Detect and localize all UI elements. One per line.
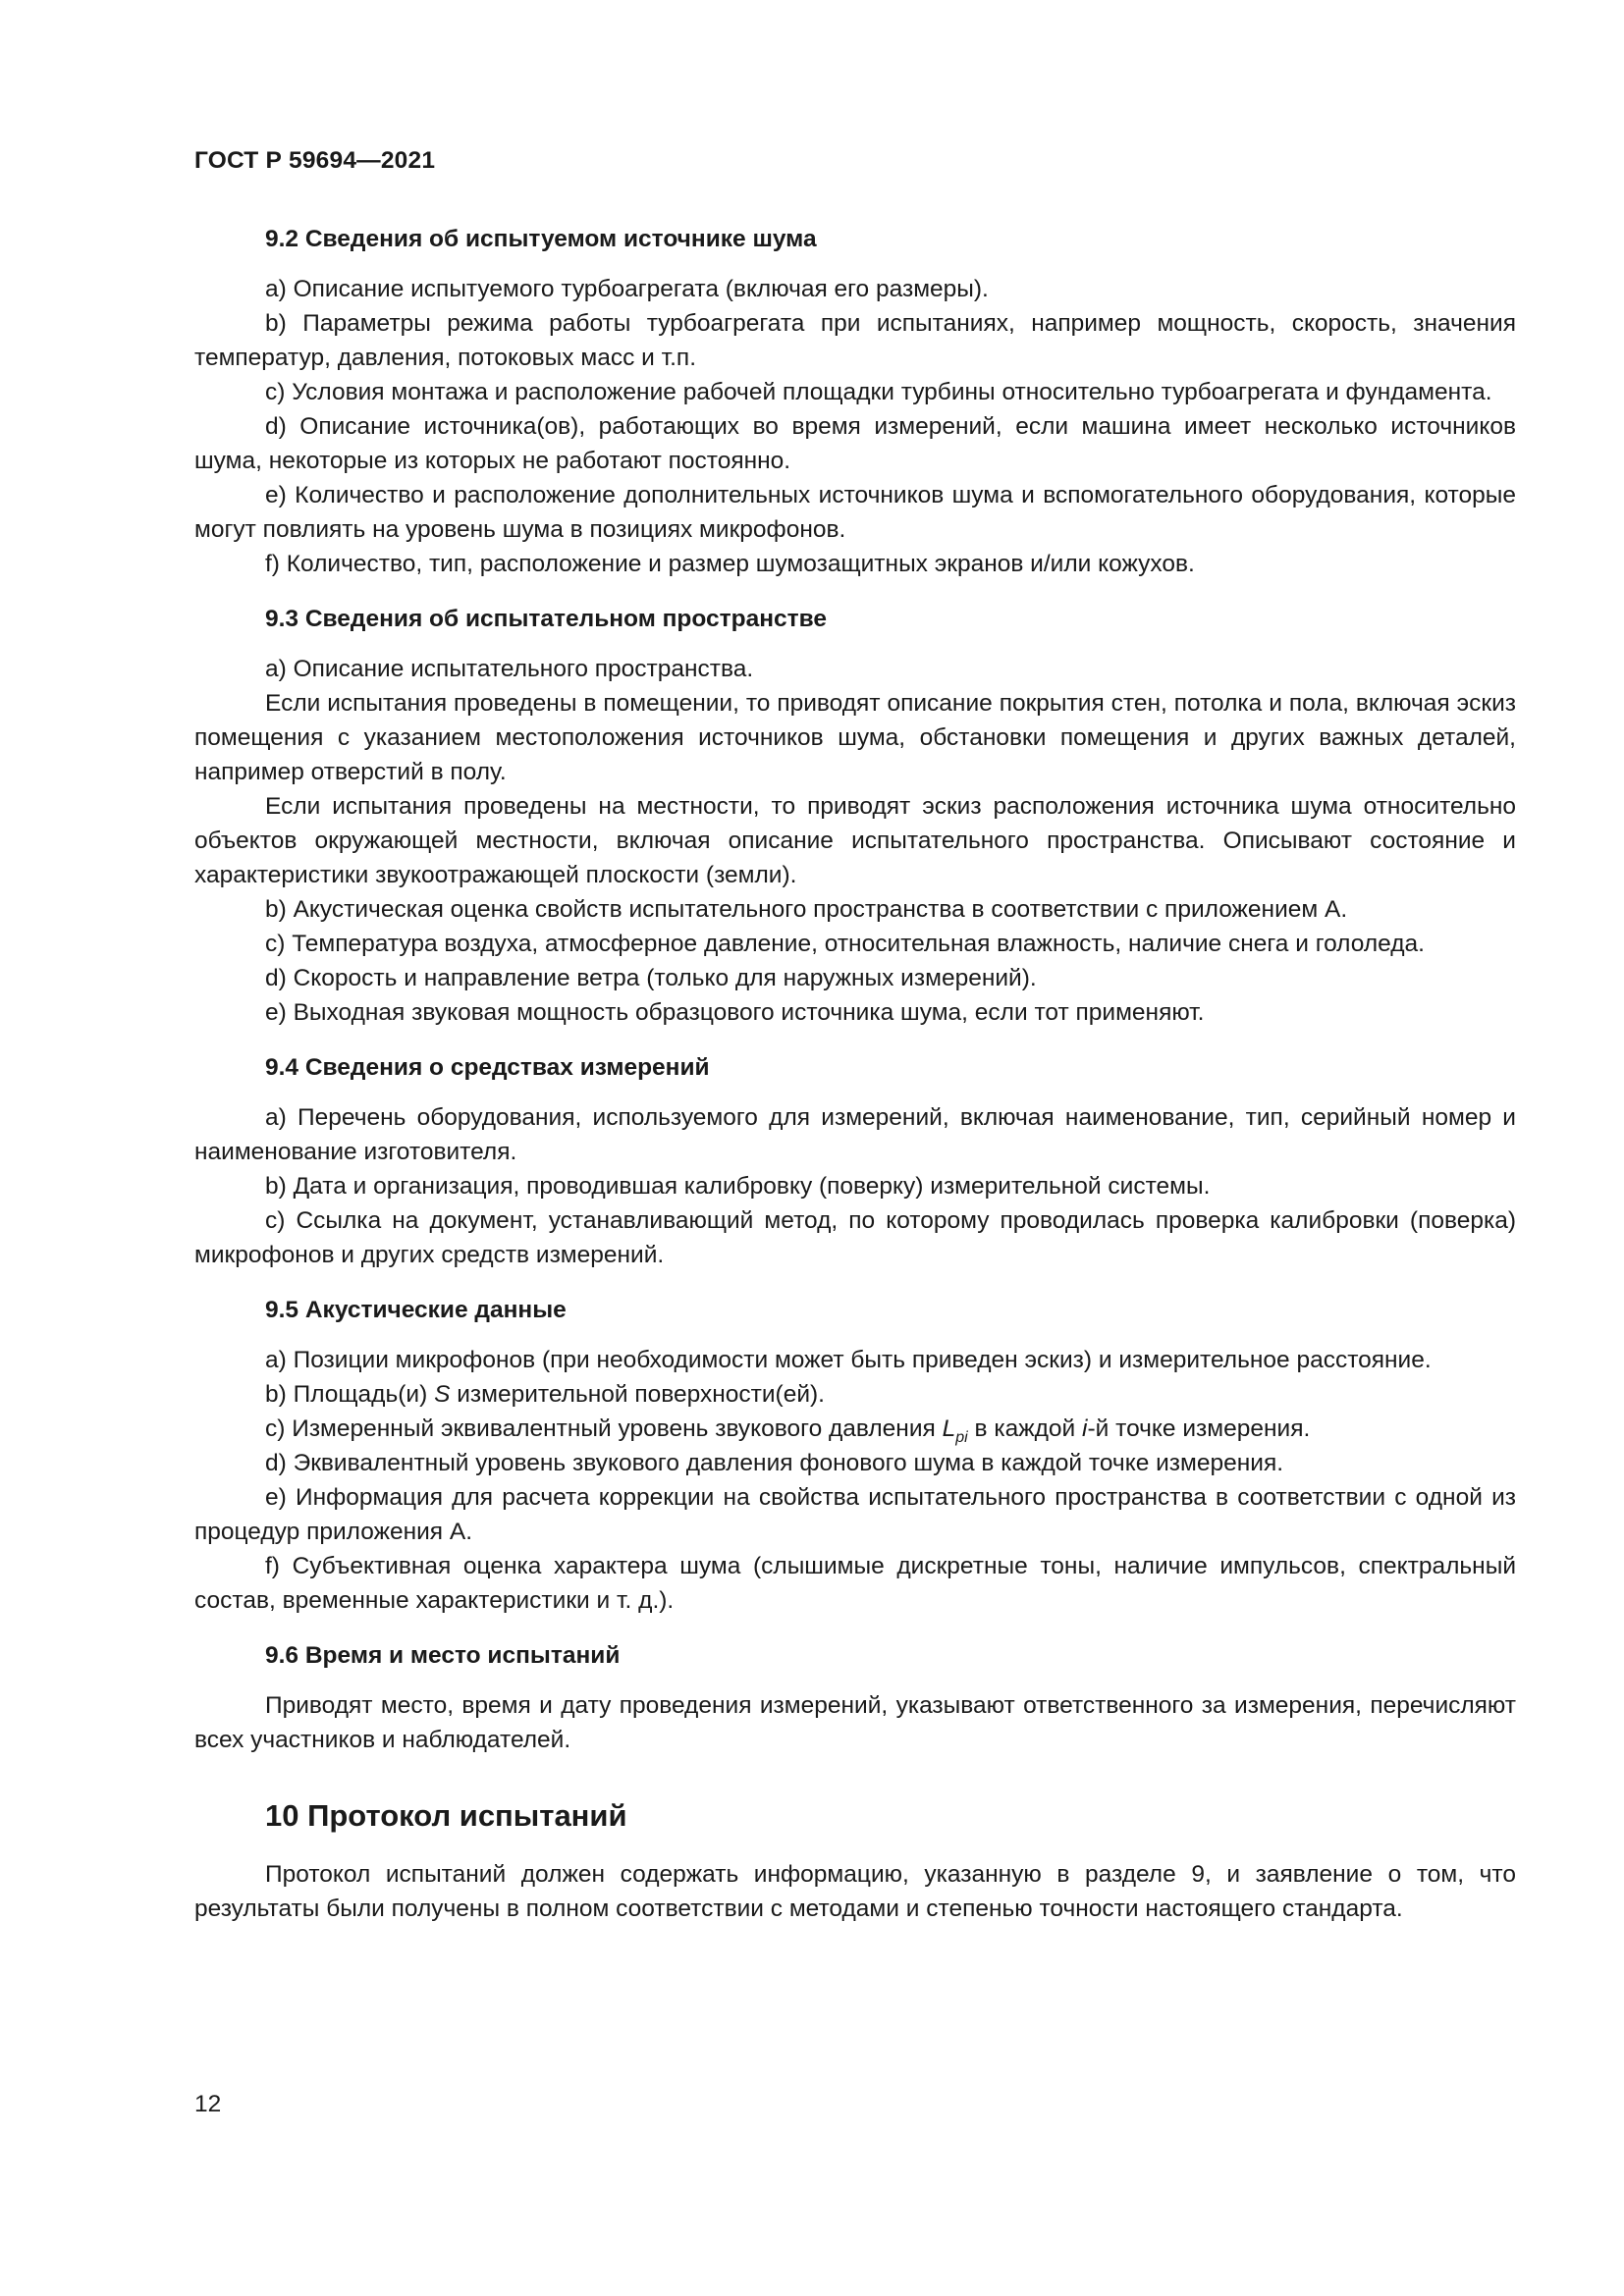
document-id-header: ГОСТ Р 59694—2021 — [194, 147, 436, 174]
paragraph: d) Описание источника(ов), работающих во время измерений, если машина имеет несколько источников шума, некоторые из которых не работают постоянно. — [194, 413, 1516, 474]
text-run: -й точке измерения. — [1087, 1415, 1311, 1442]
paragraph: e) Количество и расположение дополнительных источников шума и вспомогательного оборудования, которые могут повлиять на уровень шума в позициях микрофонов. — [194, 482, 1516, 543]
section-heading-9-6: 9.6 Время и место испытаний — [265, 1642, 621, 1669]
section-heading-9-2: 9.2 Сведения об испытуемом источнике шума — [265, 226, 817, 252]
paragraph — [194, 1412, 1516, 1446]
symbol-subscript-pi: pi — [955, 1428, 968, 1446]
paragraph: f) Субъективная оценка характера шума (слышимые дискретные тоны, наличие импульсов, спектральный состав, временные характеристики и т. д.). — [194, 1553, 1516, 1614]
paragraph: d) Эквивалентный уровень звукового давления фонового шума в каждой точке измерения. — [265, 1450, 1284, 1476]
symbol-l: L — [942, 1415, 956, 1442]
paragraph: b) Дата и организация, проводившая калибровку (поверку) измерительной системы. — [265, 1173, 1211, 1200]
paragraph: Если испытания проведены в помещении, то приводят описание покрытия стен, потолка и пола, включая эскиз помещения с указанием местоположения источников шума, обстановки помещения и других важных деталей, например отверстий в полу. — [194, 690, 1516, 785]
paragraph: d) Скорость и направление ветра (только для наружных измерений). — [265, 965, 1037, 991]
page-number: 12 — [194, 2091, 222, 2117]
paragraph: e) Выходная звуковая мощность образцового источника шума, если тот применяют. — [265, 999, 1205, 1026]
text-run: в каждой — [967, 1415, 1083, 1442]
paragraph: a) Описание испытуемого турбоагрегата (включая его размеры). — [265, 276, 989, 302]
paragraph: Приводят место, время и дату проведения измерений, указывают ответственного за измерения, перечисляют всех участников и наблюдателей. — [194, 1692, 1516, 1753]
symbol-i: i — [1082, 1415, 1088, 1442]
paragraph: a) Описание испытательного пространства. — [265, 656, 754, 682]
text-run: c) Измеренный эквивалентный уровень звукового давления — [265, 1415, 943, 1442]
section-heading-9-3: 9.3 Сведения об испытательном пространстве — [265, 606, 828, 632]
paragraph: c) Условия монтажа и расположение рабочей площадки турбины относительно турбоагрегата и фундамента. — [265, 379, 1492, 405]
document-body — [194, 222, 1516, 1926]
paragraph: a) Перечень оборудования, используемого для измерений, включая наименование, тип, серийный номер и наименование изготовителя. — [194, 1104, 1516, 1165]
symbol-s: S — [434, 1381, 451, 1408]
paragraph: f) Количество, тип, расположение и размер шумозащитных экранов и/или кожухов. — [265, 551, 1195, 577]
paragraph: b) Акустическая оценка свойств испытательного пространства в соответствии с приложением А. — [265, 896, 1348, 923]
paragraph: Если испытания проведены на местности, то приводят эскиз расположения источника шума относительно объектов окружающей местности, включая описание испытательного пространства. Описывают состояние и характеристики звукоотражающей плоскости (земли). — [194, 793, 1516, 888]
paragraph: e) Информация для расчета коррекции на свойства испытательного пространства в соответствии с одной из процедур приложения А. — [194, 1484, 1516, 1545]
paragraph: c) Ссылка на документ, устанавливающий метод, по которому проводилась проверка калибровки (поверка) микрофонов и других средств измерений. — [194, 1207, 1516, 1268]
paragraph: Протокол испытаний должен содержать информацию, указанную в разделе 9, и заявление о том, что результаты были получены в полном соответствии с методами и степенью точности настоящего стандарта. — [194, 1861, 1516, 1922]
paragraph: c) Температура воздуха, атмосферное давление, относительная влажность, наличие снега и гололеда. — [265, 931, 1425, 957]
paragraph — [194, 1377, 1516, 1412]
text-run: измерительной поверхности(ей). — [450, 1381, 825, 1408]
section-heading-9-5: 9.5 Акустические данные — [265, 1297, 567, 1323]
section-heading-10: 10 Протокол испытаний — [265, 1798, 627, 1833]
text-run: b) Площадь(и) — [265, 1381, 435, 1408]
paragraph: a) Позиции микрофонов (при необходимости может быть приведен эскиз) и измерительное расстояние. — [265, 1347, 1432, 1373]
section-heading-9-4: 9.4 Сведения о средствах измерений — [265, 1054, 710, 1081]
paragraph: b) Параметры режима работы турбоагрегата при испытаниях, например мощность, скорость, значения температур, давления, потоковых масс и т.п. — [194, 310, 1516, 371]
